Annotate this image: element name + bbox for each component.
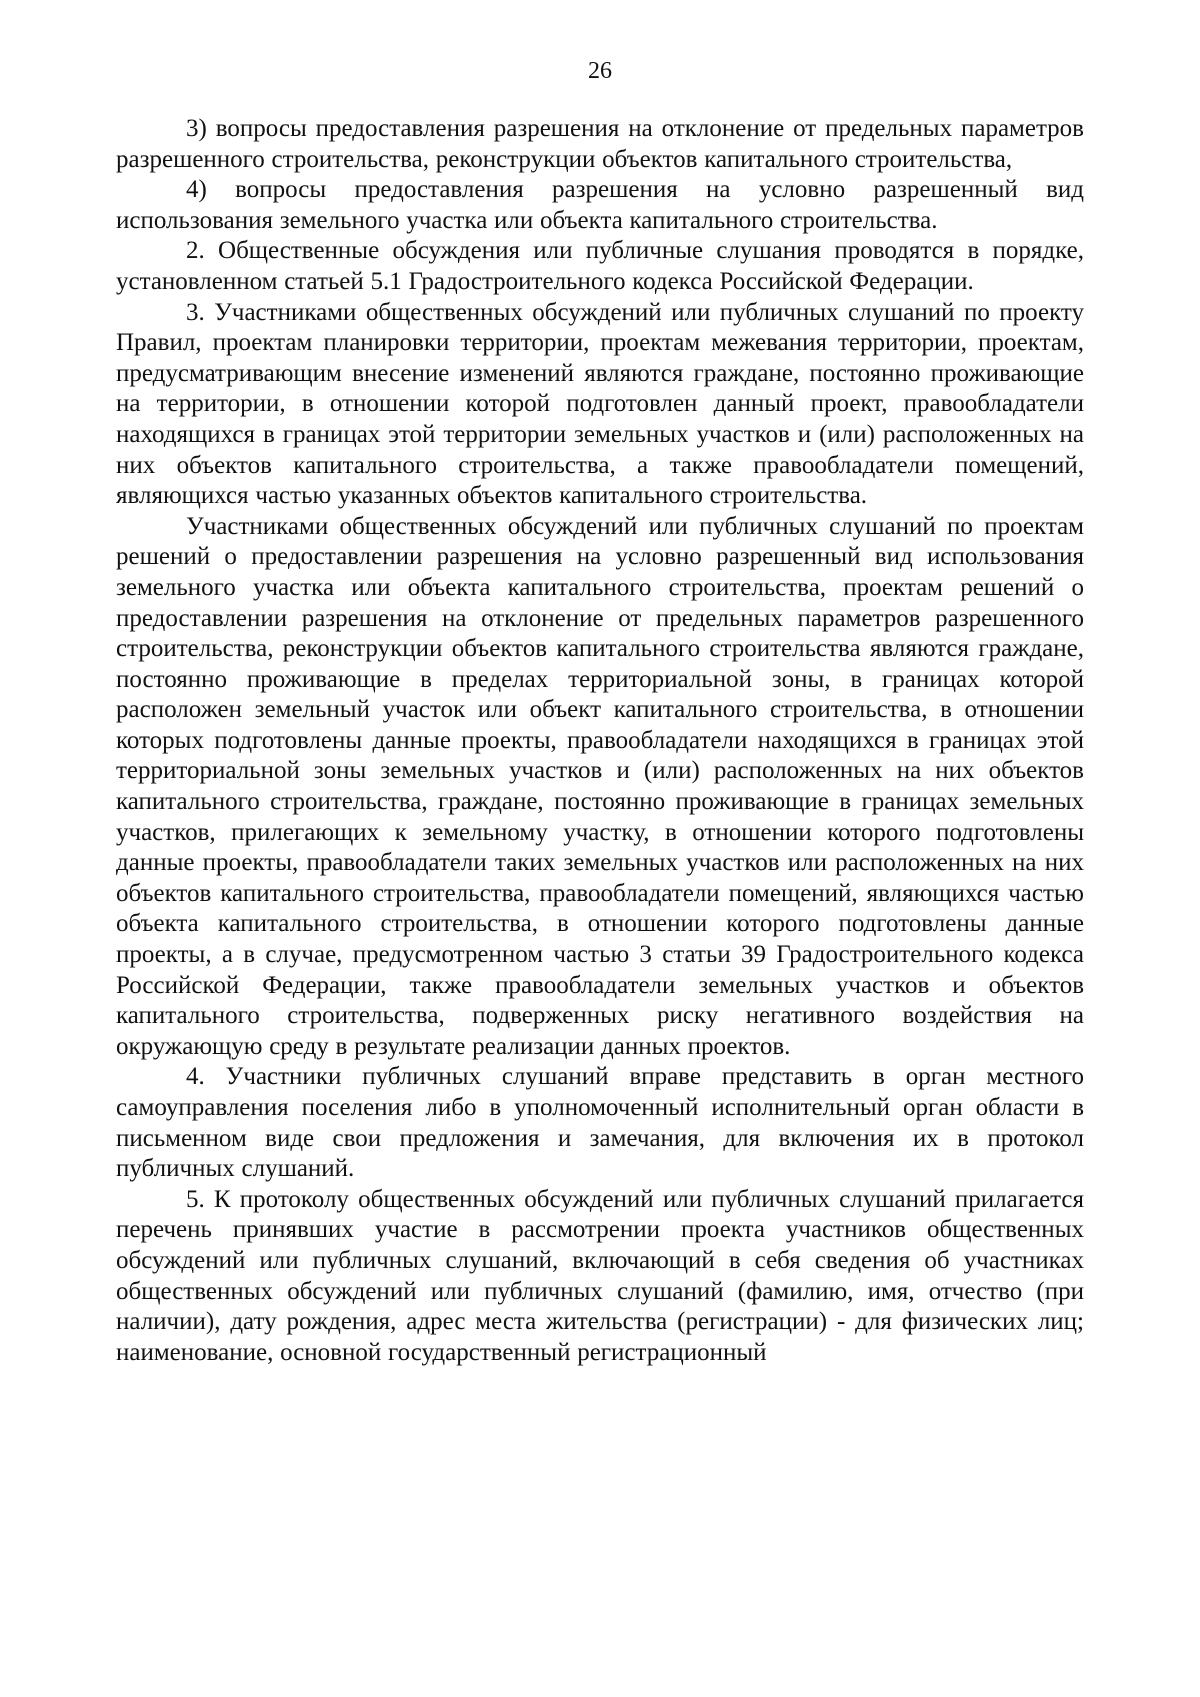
paragraph-3: 3. Участниками общественных обсуждений или публичных слушаний по проекту Правил, проектам планировки территории, проектам межевания территории, проектам, предусматривающим внесение изменений являются граждане, постоянно проживающие на территории, в отношении которой подготовлен данный проект, правообладатели находящихся в границах этой территории земельных участков и (или) расположенных на них объектов капитального строительства, а также правообладатели помещений, являющихся частью указанных объектов капитального строительства.	[116, 298, 1084, 510]
paragraph-item-3: 3) вопросы предоставления разрешения на отклонение от предельных параметров разрешенного строительства, реконструкции объектов капитального строительства,	[116, 115, 1084, 173]
document-body	[116, 114, 1084, 1368]
page-number: 26	[588, 58, 612, 84]
paragraph-item-4: 4) вопросы предоставления разрешения на условно разрешенный вид использования земельного участка или объекта капитального строительства.	[116, 176, 1084, 234]
paragraph-5: 5. К протоколу общественных обсуждений или публичных слушаний прилагается перечень принявших участие в рассмотрении проекта участников общественных обсуждений или публичных слушаний, включающий в себя сведения об участниках общественных обсуждений или публичных слушаний (фамилию, имя, отчество (при наличии), дату рождения, адрес места жительства (регистрации) - для физических лиц; наименование, основной государственный регистрационный	[116, 1185, 1084, 1366]
paragraph-2: 2. Общественные обсуждения или публичные слушания проводятся в порядке, установленном статьей 5.1 Градостроительного кодекса Российской Федерации.	[116, 237, 1084, 295]
paragraph-3-continued: Участниками общественных обсуждений или публичных слушаний по проектам решений о предоставлении разрешения на условно разрешенный вид использования земельного участка или объекта капитального строительства, проектам решений о предоставлении разрешения на отклонение от предельных параметров разрешенного строительства, реконструкции объектов капитального строительства являются граждане, постоянно проживающие в пределах территориальной зоны, в границах которой расположен земельный участок или объект капитального строительства, в отношении которых подготовлены данные проекты, правообладатели находящихся в границах этой территориальной зоны земельных участков и (или) расположенных на них объектов капитального строительства, граждане, постоянно проживающие в границах земельных участков, прилегающих к земельному участку, в отношении которого подготовлены данные проекты, правообладатели таких земельных участков или расположенных на них объектов капитального строительства, правообладатели помещений, являющихся частью объекта капитального строительства, в отношении которого подготовлены данные проекты, а в случае, предусмотренном частью 3 статьи 39 Градостроительного кодекса Российской Федерации, также правообладатели земельных участков и объектов капитального строительства, подверженных риску негативного воздействия на окружающую среду в результате реализации данных проектов.	[116, 512, 1084, 1060]
paragraph-4: 4. Участники публичных слушаний вправе представить в орган местного самоуправления поселения либо в уполномоченный исполнительный орган области в письменном виде свои предложения и замечания, для включения их в протокол публичных слушаний.	[116, 1063, 1084, 1183]
